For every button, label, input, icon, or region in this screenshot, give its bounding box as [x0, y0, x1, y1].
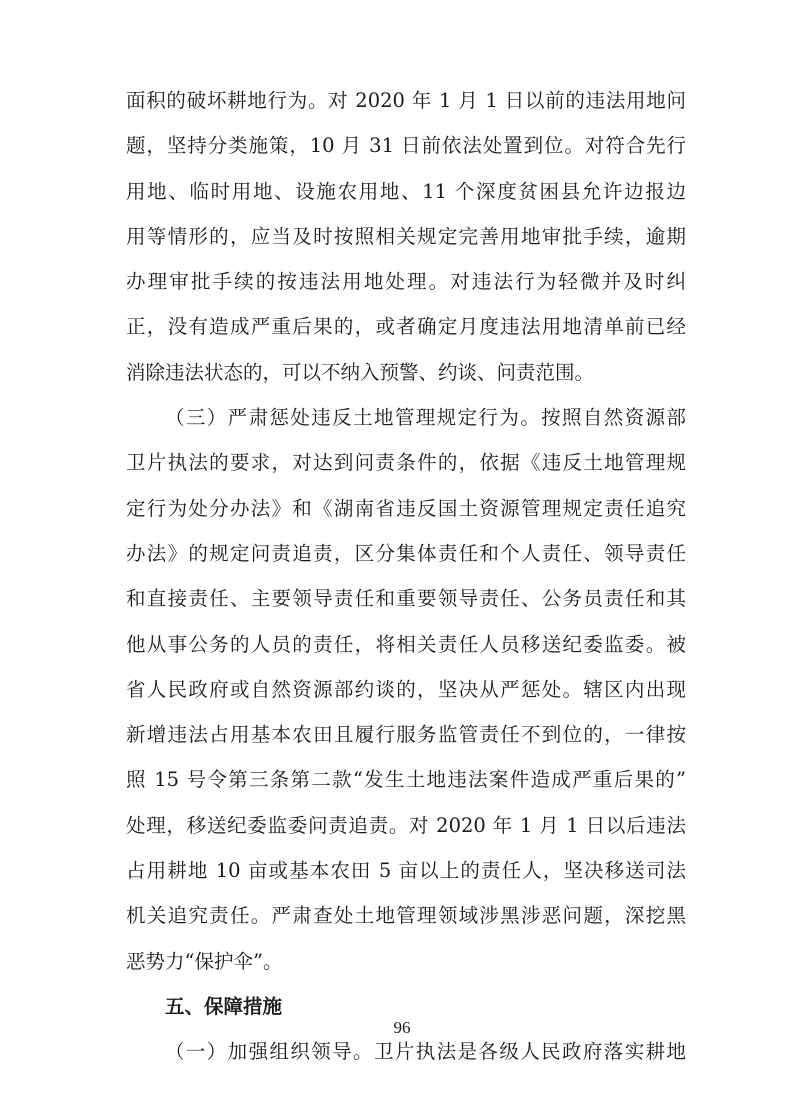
- text-line: 办法》的规定问责追责，区分集体责任和个人责任、领导责任: [126, 541, 686, 565]
- text-line: 办理审批手续的按违法用地处理。对违法行为轻微并及时纠: [126, 270, 686, 294]
- text-line: 恶势力“保护伞”。: [126, 949, 283, 973]
- text-line: 机关追究责任。严肃查处土地管理领域涉黑涉恶问题，深挖黑: [126, 904, 686, 928]
- page-number: 96: [393, 1018, 411, 1037]
- text-line: 消除违法状态的，可以不纳入预警、约谈、问责范围。: [126, 360, 595, 384]
- text-line: 正，没有造成严重后果的，或者确定月度违法用地清单前已经: [126, 315, 686, 339]
- text-line: 占用耕地 10 亩或基本农田 5 亩以上的责任人，坚决移送司法: [126, 859, 686, 883]
- text-line: 定行为处分办法》和《湖南省违反国土资源管理规定责任追究: [126, 496, 686, 520]
- text-line: 照 15 号令第三条第二款“发生土地违法案件造成严重后果的”: [126, 768, 686, 792]
- text-line: 用地、临时用地、设施农用地、11 个深度贫困县允许边报边: [126, 179, 686, 203]
- text-line: 用等情形的，应当及时按照相关规定完善用地审批手续，逾期: [126, 224, 686, 248]
- text-line: 卫片执法的要求，对达到问责条件的，依据《违反土地管理规: [126, 451, 686, 475]
- body-text: [126, 78, 686, 1075]
- text-line: 面积的破坏耕地行为。对 2020 年 1 月 1 日以前的违法用地问: [126, 89, 686, 112]
- text-line: 题，坚持分类施策，10 月 31 日前依法处置到位。对符合先行: [126, 134, 686, 158]
- paragraph-first-line: （一）加强组织领导。卫片执法是各级人民政府落实耕地: [165, 1040, 686, 1064]
- section-heading: 五、保障措施: [165, 994, 283, 1018]
- text-line: 和直接责任、主要领导责任和重要领导责任、公务员责任和其: [126, 587, 686, 611]
- text-line: 处理，移送纪委监委问责追责。对 2020 年 1 月 1 日以后违法: [126, 813, 686, 837]
- text-line: 新增违法占用基本农田且履行服务监管责任不到位的，一律按: [126, 723, 686, 747]
- paragraph-first-line: （三）严肃惩处违反土地管理规定行为。按照自然资源部: [165, 406, 686, 430]
- text-line: 他从事公务的人员的责任，将相关责任人员移送纪委监委。被: [126, 632, 686, 656]
- text-line: 省人民政府或自然资源部约谈的，坚决从严惩处。辖区内出现: [126, 677, 686, 701]
